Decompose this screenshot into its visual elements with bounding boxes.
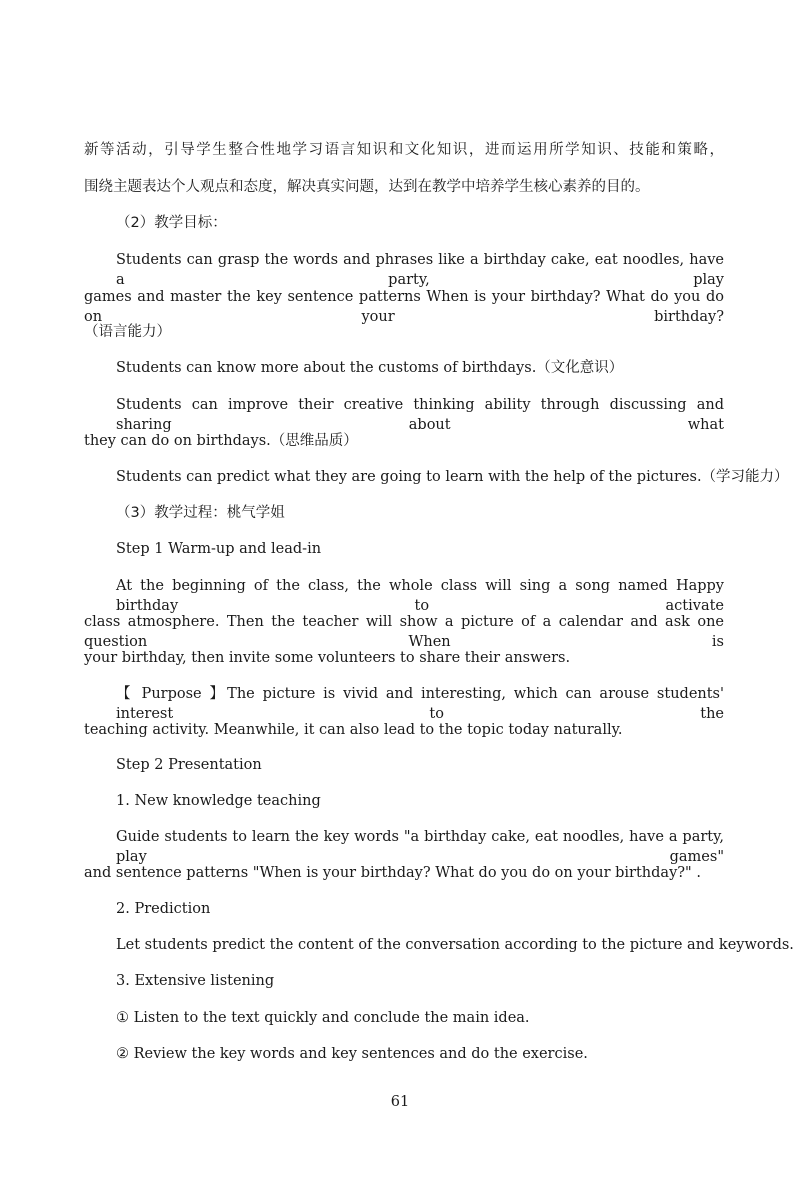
paragraph-line: Students can improve their creative thinking ability through discussing and sharing about what bbox=[116, 397, 724, 433]
paragraph-line: teaching activity. Meanwhile, it can also lead to the topic today naturally. bbox=[84, 722, 623, 738]
page-number: 61 bbox=[390, 1094, 410, 1110]
list-item: ② Review the key words and key sentences and do the exercise. bbox=[116, 1046, 588, 1062]
step-heading: Step 1 Warm-up and lead-in bbox=[116, 541, 322, 557]
section-heading: （2）教学目标： bbox=[116, 215, 227, 231]
paragraph-line: they can do on birthdays.（思维品质） bbox=[84, 433, 358, 449]
purpose-line: 【 Purpose 】The picture is vivid and interesting, which can arouse students' interest to the bbox=[116, 686, 724, 722]
paragraph-line: Guide students to learn the key words "a birthday cake, eat noodles, have a party, play games" bbox=[116, 829, 724, 865]
step-heading: Step 2 Presentation bbox=[116, 757, 262, 773]
paragraph-line: Let students predict the content of the conversation according to the picture and keywords. bbox=[116, 937, 794, 953]
subheading: 2. Prediction bbox=[116, 901, 211, 917]
paragraph-line: and sentence patterns "When is your birthday? What do you do on your birthday?" . bbox=[84, 865, 701, 881]
paragraph-line: （语言能力） bbox=[84, 324, 171, 340]
subheading: 1. New knowledge teaching bbox=[116, 793, 321, 809]
paragraph-line: At the beginning of the class, the whole class will sing a song named Happy birthday to activate bbox=[116, 578, 724, 614]
paragraph-line: 新等活动，引导学生整合性地学习语言知识和文化知识，进而运用所学知识、技能和策略， bbox=[84, 142, 724, 158]
paragraph-line: Students can know more about the customs of birthdays.（文化意识） bbox=[116, 360, 624, 376]
subheading: 3. Extensive listening bbox=[116, 973, 275, 989]
paragraph-line: games and master the key sentence patterns When is your birthday? What do you do on your birthday? bbox=[84, 289, 724, 325]
paragraph-line: 围绕主题表达个人观点和态度，解决真实问题，达到在教学中培养学生核心素养的目的。 bbox=[84, 179, 650, 195]
paragraph-line: class atmosphere. Then the teacher will show a picture of a calendar and ask one question When is bbox=[84, 614, 724, 650]
paragraph-line: Students can grasp the words and phrases like a birthday cake, eat noodles, have a party, play bbox=[116, 252, 724, 288]
section-heading: （3）教学过程：桃气学姐 bbox=[116, 505, 285, 521]
paragraph-line: Students can predict what they are going to learn with the help of the pictures.（学习能力） bbox=[116, 469, 789, 485]
list-item: ① Listen to the text quickly and conclude the main idea. bbox=[116, 1010, 530, 1026]
paragraph-line: your birthday, then invite some volunteers to share their answers. bbox=[84, 650, 571, 666]
